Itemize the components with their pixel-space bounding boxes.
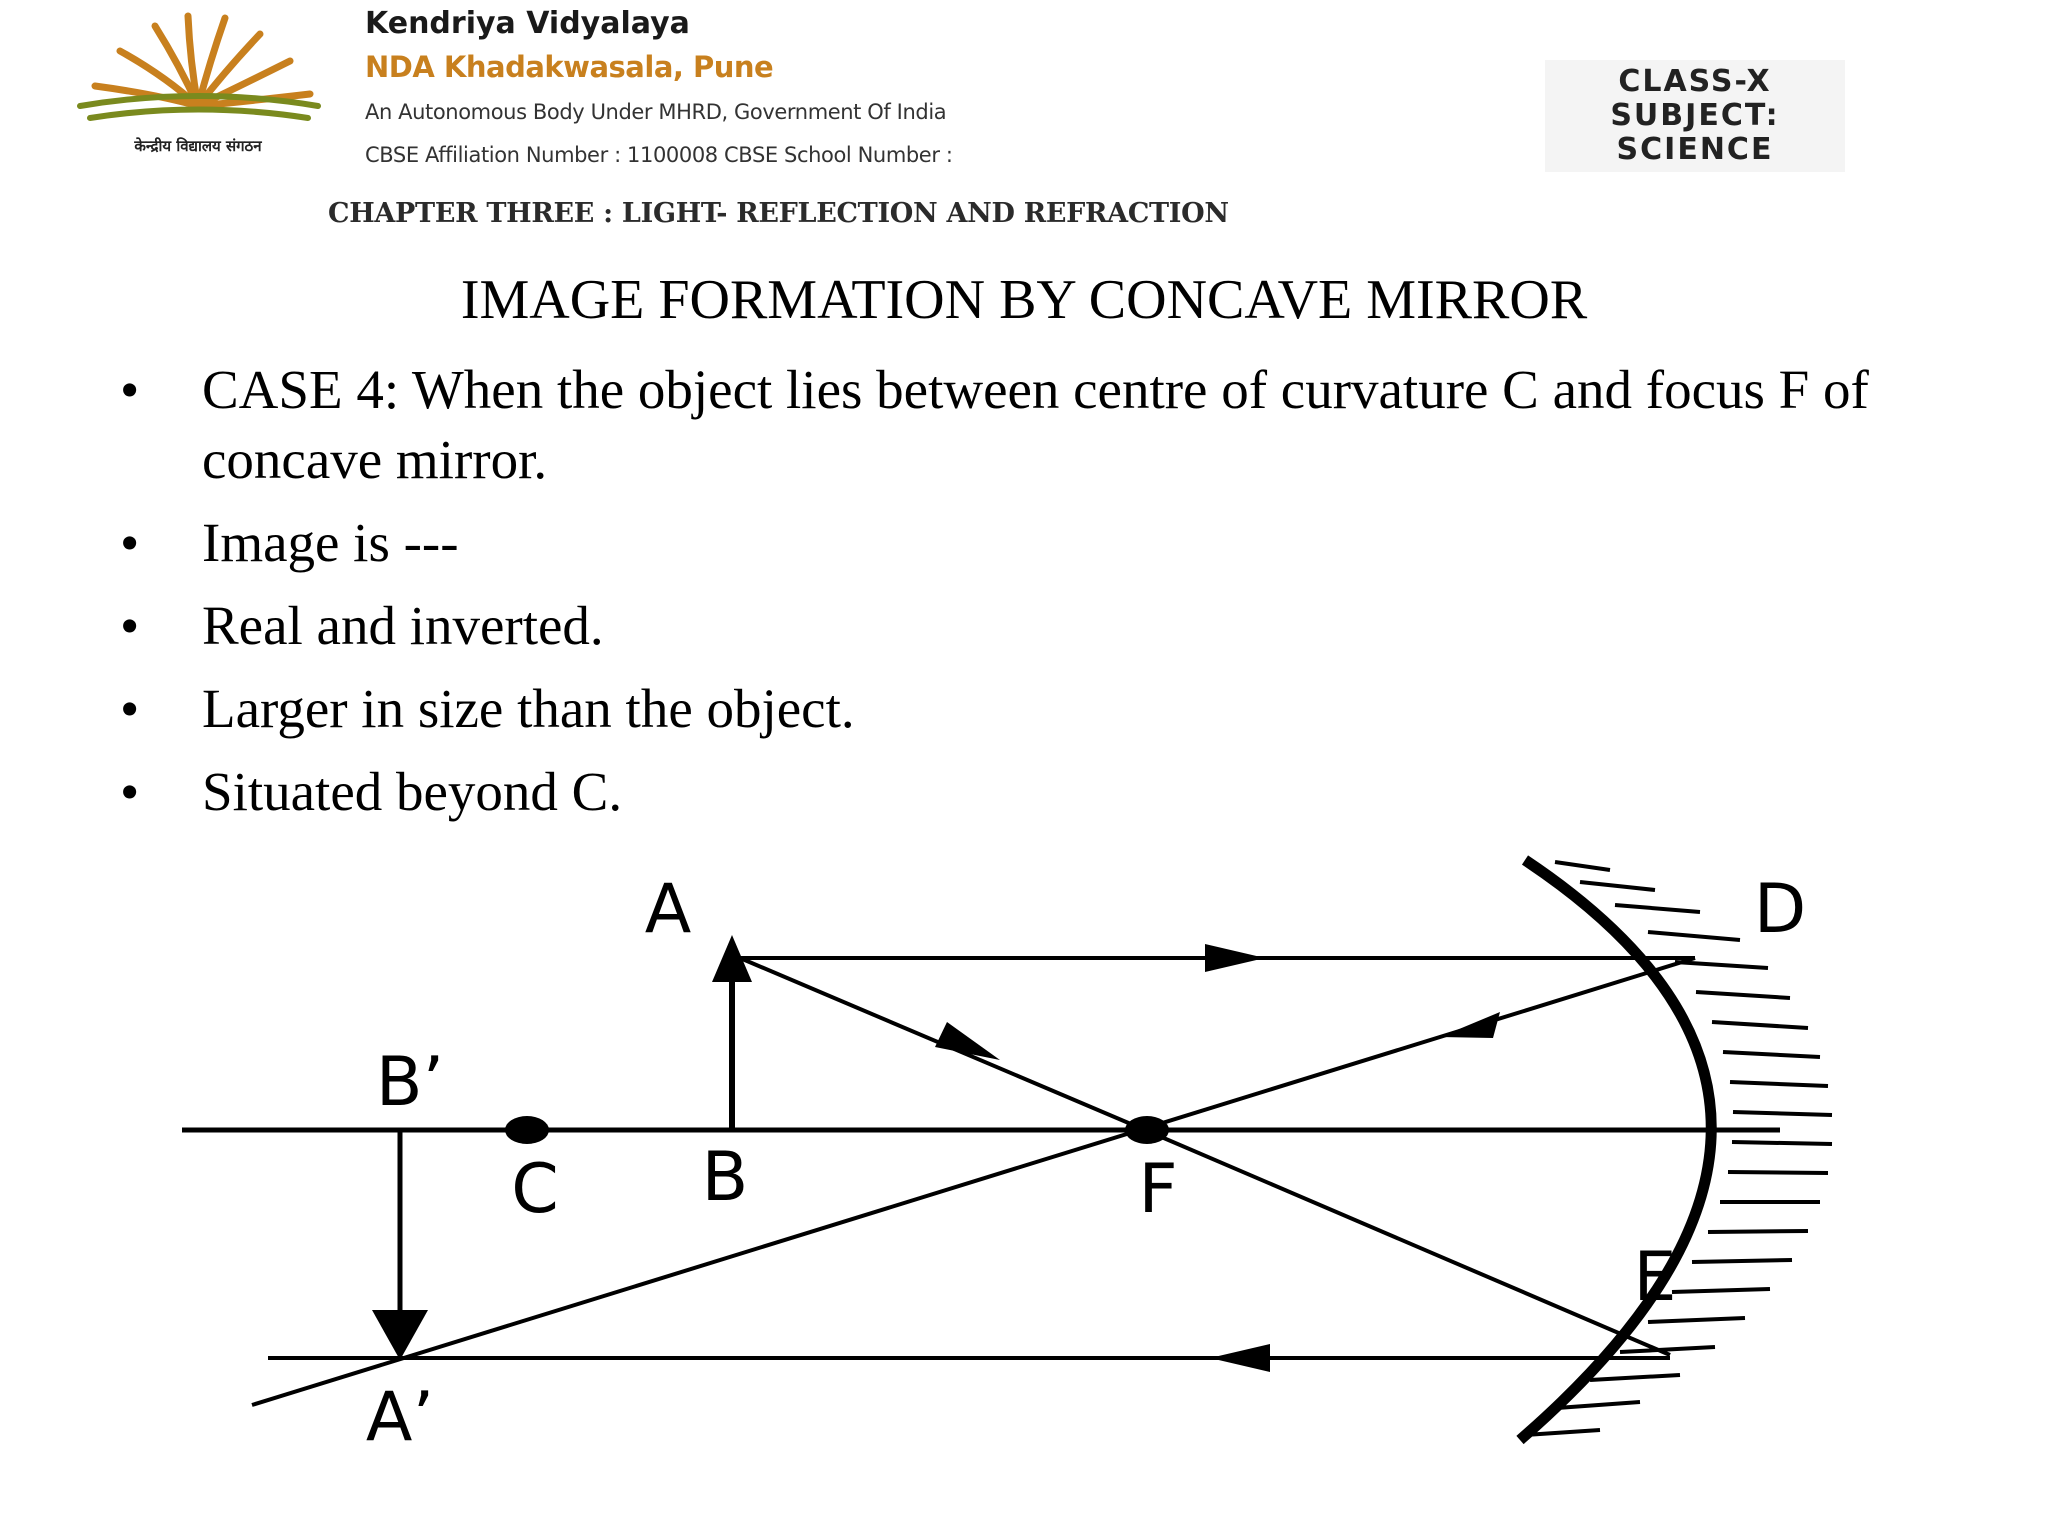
label-b: B (701, 1138, 749, 1217)
school-name: Kendriya Vidyalaya (365, 6, 690, 41)
concave-mirror (1520, 860, 1711, 1440)
class-label: CLASS-X (1618, 64, 1772, 99)
bullet-symbol: • (120, 761, 140, 822)
subject-label: SUBJECT: (1610, 98, 1780, 133)
bullet-text: Situated beyond C. (202, 761, 623, 822)
ray-diagram (0, 840, 2048, 1525)
label-f: F (1138, 1150, 1178, 1229)
list-item (120, 591, 1980, 661)
school-location: NDA Khadakwasala, Pune (365, 50, 774, 84)
bullet-symbol: • (120, 678, 140, 739)
label-a-prime: A’ (365, 1378, 435, 1457)
logo-caption: केन्द्रीय विद्यालय संगठन (134, 137, 262, 155)
bullet-text: CASE 4: When the object lies between centre of curvature C and focus F of concave mirror. (202, 359, 1869, 490)
bullet-text: Larger in size than the object. (202, 678, 855, 739)
chapter-heading: CHAPTER THREE : LIGHT- REFLECTION AND REFRACTION (328, 198, 1229, 229)
label-c: C (511, 1150, 559, 1229)
ray-arrowhead (1205, 944, 1265, 972)
list-item (120, 757, 1980, 827)
bullet-text: Image is --- (202, 512, 459, 573)
school-affiliation: CBSE Affiliation Number : 1100008 CBSE School Number : (365, 143, 953, 167)
bullet-symbol: • (120, 359, 140, 420)
label-e: E (1633, 1238, 1677, 1317)
ray-arrowhead (1210, 1344, 1270, 1372)
bullet-symbol: • (120, 512, 140, 573)
slide-title: IMAGE FORMATION BY CONCAVE MIRROR (460, 269, 1588, 331)
list-item (120, 674, 1980, 744)
subject-value: SCIENCE (1616, 132, 1774, 167)
bullet-list (120, 355, 1980, 840)
label-b-prime: B’ (375, 1043, 445, 1122)
point-f (1125, 1116, 1169, 1144)
ray-arrowhead (1440, 1012, 1500, 1038)
school-logo (60, 6, 335, 161)
list-item (120, 355, 1980, 495)
list-item (120, 508, 1980, 578)
label-a: A (644, 870, 692, 949)
label-d: D (1753, 870, 1807, 949)
point-c (505, 1116, 549, 1144)
bullet-symbol: • (120, 595, 140, 656)
ray-focus-to-e (1145, 1130, 1670, 1355)
school-governing-body: An Autonomous Body Under MHRD, Government Of India (365, 100, 947, 124)
class-subject-box (1545, 60, 1845, 172)
bullet-text: Real and inverted. (202, 595, 604, 656)
